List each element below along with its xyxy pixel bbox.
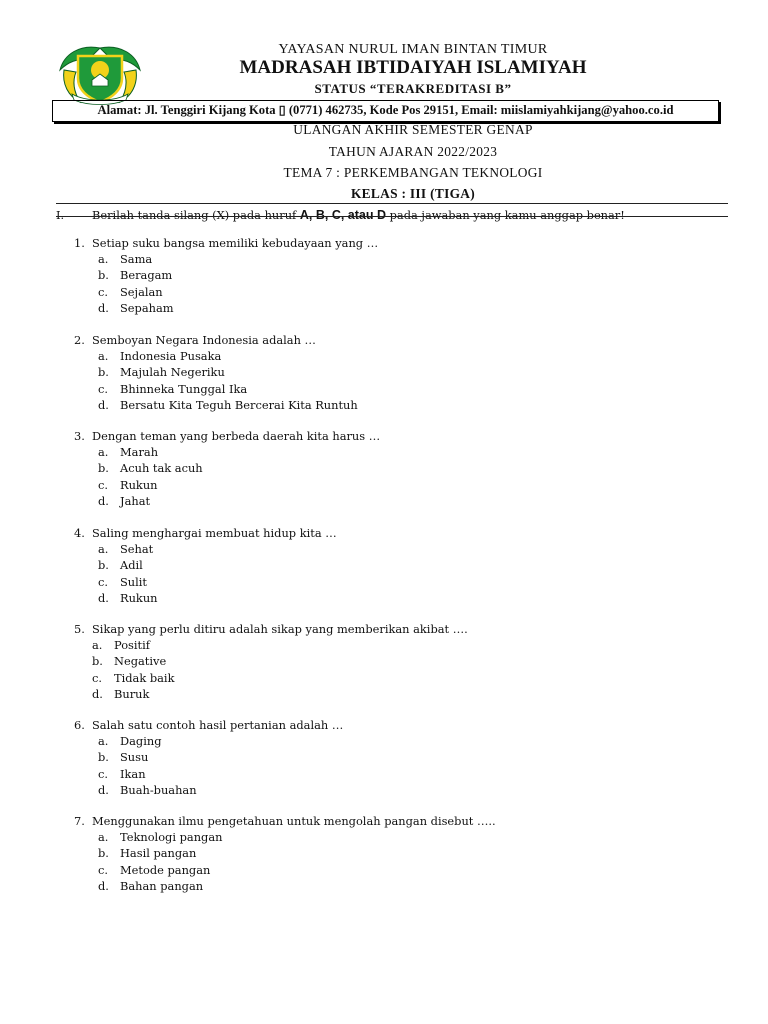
option-text: Sama [120,252,153,266]
option-text: Majulah Negeriku [120,365,225,380]
answer-option[interactable] [92,654,492,669]
option-text: Hasil pangan [120,846,197,861]
option-letter[interactable]: c. [98,381,109,396]
option-letter[interactable]: a. [92,638,103,652]
option-letter[interactable]: d. [98,782,109,797]
option-letter[interactable]: b. [98,558,109,573]
question-number: 2. [74,333,85,347]
answer-option[interactable] [98,783,498,798]
question-number: 7. [74,814,85,828]
option-text: Tidak baik [114,670,175,685]
option-letter[interactable]: d. [98,590,109,605]
option-letter[interactable]: b. [98,846,109,861]
option-text: Acuh tak acuh [120,461,203,476]
question-2 [74,333,316,347]
answer-option[interactable] [98,461,498,476]
option-letter[interactable]: b. [98,268,109,283]
option-letter[interactable]: c. [92,670,103,685]
question-7 [74,814,496,828]
question-text: Menggunakan ilmu pengetahuan untuk mengolah pangan disebut ….. [92,814,496,828]
letterhead [0,0,768,130]
option-text: Bhinneka Tunggal Ika [120,381,248,396]
school-name: MADRASAH IBTIDAIYAH ISLAMIYAH [239,57,587,78]
option-letter[interactable]: b. [98,365,109,380]
option-letter[interactable]: a. [98,542,109,556]
option-text: Marah [120,445,159,459]
option-letter[interactable]: b. [98,461,109,476]
option-text: Buah-buahan [120,782,197,797]
option-letter[interactable]: b. [92,654,103,669]
option-text: Daging [120,734,162,748]
question-number: 5. [74,622,85,636]
question-5 [74,622,468,636]
option-text: Bahan pangan [120,878,204,893]
answer-option[interactable] [98,575,498,590]
answer-option[interactable] [92,638,492,653]
question-text: Semboyan Negara Indonesia adalah … [92,333,316,347]
option-text: Rukun [120,477,158,492]
answer-option[interactable] [98,301,498,316]
option-letter[interactable]: c. [98,477,109,492]
exam-title: ULANGAN AKHIR SEMESTER GENAP [293,122,533,137]
foundation-name: YAYASAN NURUL IMAN BINTAN TIMUR [278,42,548,57]
question-text: Dengan teman yang berbeda daerah kita harus … [92,429,381,443]
option-text: Buruk [114,686,150,701]
answer-option[interactable] [98,445,498,460]
answer-option[interactable] [98,252,498,267]
option-text: Ikan [120,766,146,781]
option-text: Metode pangan [120,862,211,877]
academic-year: TAHUN AJARAN 2022/2023 [328,144,498,159]
option-letter[interactable]: a. [98,830,109,844]
option-text: Rukun [120,590,158,605]
answer-option[interactable] [92,687,492,702]
question-4 [74,526,337,540]
option-text: Teknologi pangan [120,830,223,844]
option-text: Adil [120,558,143,573]
answer-option[interactable] [98,879,498,894]
option-letter[interactable]: c. [98,284,109,299]
answer-option[interactable] [98,846,498,861]
answer-option[interactable] [98,478,498,493]
option-letter[interactable]: d. [92,686,103,701]
question-3 [74,429,380,443]
option-text: Jahat [120,493,151,508]
option-letter[interactable]: a. [98,349,109,363]
answer-option[interactable] [98,398,498,413]
option-text: Positif [114,638,150,652]
divider-bottom [56,216,728,217]
answer-option[interactable] [98,365,498,380]
option-letter[interactable]: a. [98,445,109,459]
option-letter[interactable]: d. [98,878,109,893]
divider-top [56,203,728,204]
answer-option[interactable] [98,268,498,283]
question-text: Sikap yang perlu ditiru adalah sikap yang memberikan akibat …. [92,622,468,636]
option-letter[interactable]: d. [98,397,109,412]
answer-option[interactable] [92,671,492,686]
question-1 [74,236,378,250]
option-text: Sehat [120,542,154,556]
option-text: Negative [114,654,167,669]
option-letter[interactable]: c. [98,766,109,781]
answer-option[interactable] [98,494,498,509]
option-text: Sepaham [120,300,174,315]
question-text: Saling menghargai membuat hidup kita … [92,526,337,540]
answer-option[interactable] [98,767,498,782]
option-text: Indonesia Pusaka [120,349,222,363]
option-letter[interactable]: d. [98,493,109,508]
instruction-options: A, B, C, atau D [299,208,386,222]
answer-option[interactable] [98,750,498,765]
option-letter[interactable]: a. [98,252,109,266]
answer-option[interactable] [98,830,498,845]
exam-theme: TEMA 7 : PERKEMBANGAN TEKNOLOGI [283,165,543,180]
answer-option[interactable] [98,863,498,878]
option-text: Susu [120,750,149,765]
option-text: Sulit [120,574,148,589]
accreditation-status: STATUS “TERAKREDITASI B” [314,81,512,96]
option-letter[interactable]: a. [98,734,109,748]
option-text: Bersatu Kita Teguh Bercerai Kita Runtuh [120,397,358,412]
option-letter[interactable]: b. [98,750,109,765]
question-number: 3. [74,429,85,443]
question-text: Setiap suku bangsa memiliki kebudayaan yang … [92,236,379,250]
answer-option[interactable] [98,285,498,300]
answer-option[interactable] [98,558,498,573]
answer-option[interactable] [98,349,498,364]
question-number: 4. [74,526,85,540]
answer-option[interactable] [98,382,498,397]
option-letter[interactable]: d. [98,300,109,315]
option-text: Beragam [120,268,173,283]
answer-option[interactable] [98,591,498,606]
question-number: 1. [74,236,85,250]
option-text: Sejalan [120,284,163,299]
question-6 [74,718,343,732]
option-letter[interactable]: c. [98,574,109,589]
answer-option[interactable] [98,734,498,749]
option-letter[interactable]: c. [98,862,109,877]
exam-class: KELAS : III (TIGA) [350,186,476,201]
question-number: 6. [74,718,85,732]
section-number: I. [56,208,65,222]
address-box: Alamat: Jl. Tenggiri Kijang Kota ▯ (0771) 462735, Kode Pos 29151, Email: miislamiyahkijang@yahoo.co.id [52,100,719,122]
instruction-text: Berilah tanda silang (X) pada huruf A, B, C, atau D pada jawaban yang kamu anggap benar! [92,208,625,222]
question-text: Salah satu contoh hasil pertanian adalah … [92,718,344,732]
answer-option[interactable] [98,542,498,557]
